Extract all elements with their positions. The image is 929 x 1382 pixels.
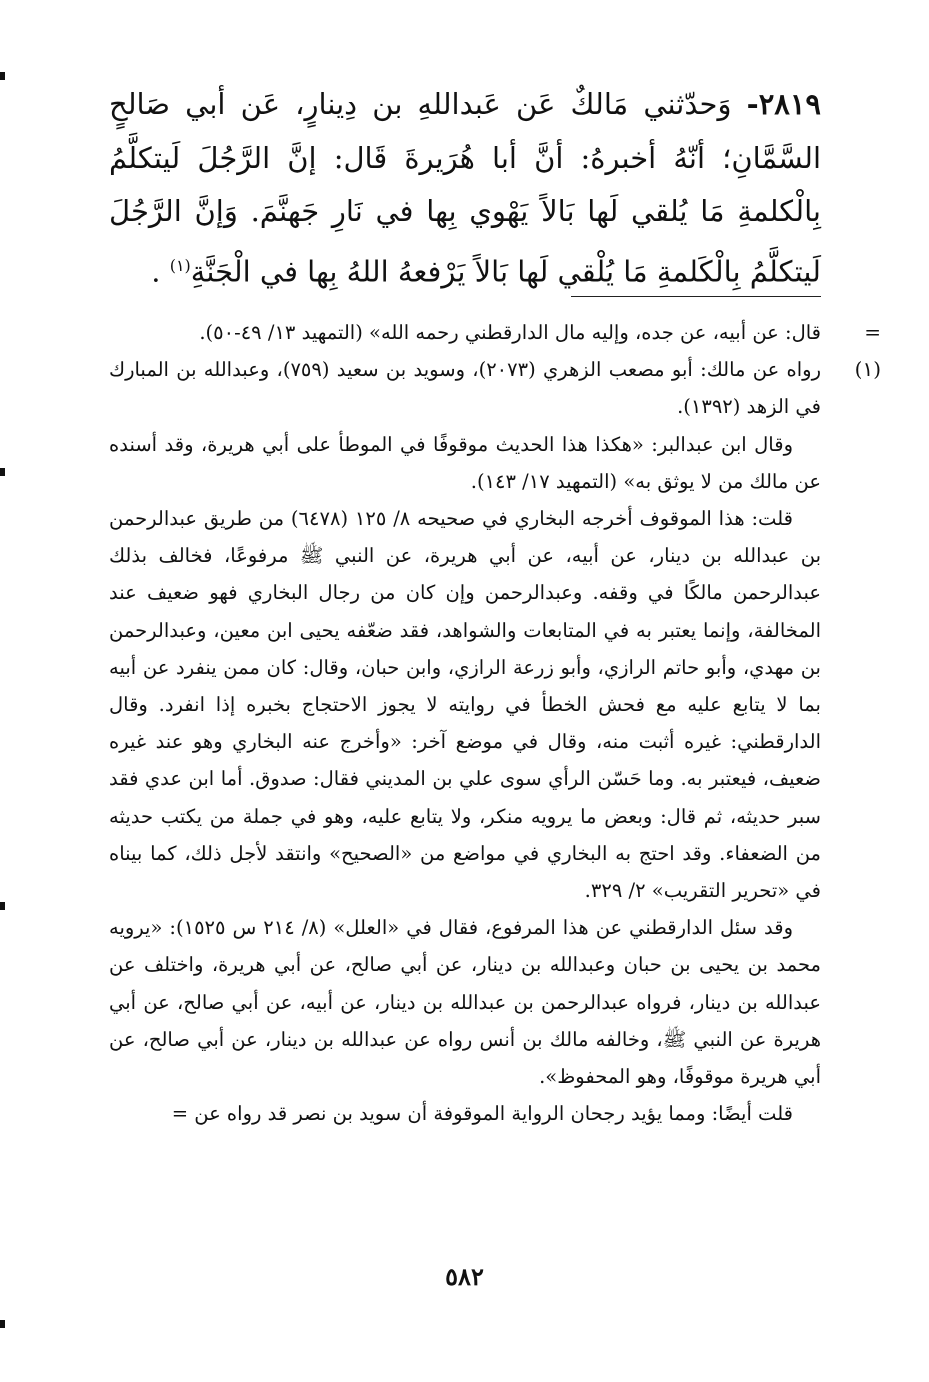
scan-edge-mark xyxy=(0,72,5,80)
footnote-paragraph: قلت أيضًا: ومما يؤيد رجحان الرواية الموقوفة أن سويد بن نصر قد رواه عن = xyxy=(171,1102,793,1126)
scan-edge-mark xyxy=(0,468,5,476)
footnote-paragraph: وقال ابن عبدالبر: «هكذا هذا الحديث موقوفًا في الموطأ على أبي هريرة، وقد أسنده عن مالك من لا يوثق به» (التمهيد ١٧/ ١٤٣). xyxy=(109,432,821,493)
continuation-text: قال: عن أبيه، عن جده، وإليه مال الدارقطني رحمه الله» (التمهيد ١٣/ ٤٩-٥٠). xyxy=(199,321,821,344)
footnote-1 xyxy=(109,351,881,1132)
footnote-divider xyxy=(571,296,821,297)
footnote-continuation xyxy=(109,314,881,351)
hadith-text xyxy=(109,78,821,299)
footnotes-section xyxy=(109,314,881,1132)
footnote-marker: (١) xyxy=(854,357,881,382)
continuation-marker: = xyxy=(864,320,881,344)
hadith-end: . xyxy=(151,254,170,289)
footnote-paragraph: وقد سئل الدارقطني عن هذا المرفوع، فقال في «العلل» (٨/ ٢١٤ س ١٥٢٥): «يرويه محمد بن يحيى بن حبان وعبدالله بن دينار، عن أبي صالح، عن أبي هريرة، واختلف عن عبدالله بن دينار، فرواه عبدالرحمن بن عبدالله بن دينار، عن أبيه، عن أبي صالح، عن أبي هريرة عن النبي ﷺ، وخالفه مالك بن أنس رواه عن عبدالله بن دينار، عن أبي صالح، عن أبي هريرة موقوفًا، وهو المحفوظ». xyxy=(109,916,821,1089)
hadith-body: وَحدّثني مَالكٌ عَن عَبداللهِ بن دِينارٍ، عَن أبي صَالحٍ السَّمَّانِ؛ أنّهُ أخبرهُ: أنَّ أبا هُرَيرةَ قَال: إنَّ الرَّجُلَ لَيتكلَّمُ بِالْكلمةِ مَا يُلقي لَها بَالاً يَهْوي بِها في نَارِ جَهنَّمَ. وَإنَّ الرَّجُلَ لَيتكلَّمُ بِالْكَلمةِ مَا يُلْقي لَها بَالاً يَرْفعهُ اللهُ بِها في الْجَنَّةِ xyxy=(109,87,821,289)
scan-edge-mark xyxy=(0,1320,5,1328)
hadith-number: ٢٨١٩- xyxy=(746,87,822,121)
footnote-paragraph: قلت: هذا الموقوف أخرجه البخاري في صحيحه ٨/ ١٢٥ (٦٤٧٨) من طريق عبدالرحمن بن عبدالله بن دينار، عن أبيه، عن أبي هريرة، عن النبي ﷺ مرفوعًا، فخالف بذلك عبدالرحمن مالكًا في وقفه. وعبدالرحمن وإن كان من رجال البخاري فهو ضعيف عند المخالفة، وإنما يعتبر به في المتابعات والشواهد، فقد ضعّفه يحيى ابن معين، وعبدالرحمن بن مهدي، وأبو حاتم الرازي، وأبو زرعة الرازي، وابن حبان، وقال: كان ممن ينفرد عن أبيه بما لا يتابع عليه مع فحش الخطأ في روايته لا يجوز الاحتجاج بخبره إذا انفرد. وقال الدارقطني: غيره أثبت منه، وقال في موضع آخر: «وأخرج عنه البخاري وهو عند غيره ضعيف، فيعتبر به. وما حَسّن الرأي سوى علي بن المديني فقال: صدوق. أما ابن عدي فقد سبر حديثه، ثم قال: وبعض ما يرويه منكر، ولا يتابع عليه، وهو في جملة من يكتب حديثه من الضعفاء. وقد احتج به البخاري في مواضع من «الصحيح» وانتقد لأجل ذلك، كما بيناه في «تحرير التقريب» ٢/ ٣٢٩. xyxy=(109,507,821,903)
scan-edge-mark xyxy=(0,902,5,910)
page-number: ٥٨٢ xyxy=(445,1262,484,1291)
footnote-reference: (١) xyxy=(169,255,191,275)
footnote-paragraph: رواه عن مالك: أبو مصعب الزهري (٢٠٧٣)، وسويد بن سعيد (٧٥٩)، وعبدالله بن المبارك في الزهد (١٣٩٢). xyxy=(109,358,821,419)
